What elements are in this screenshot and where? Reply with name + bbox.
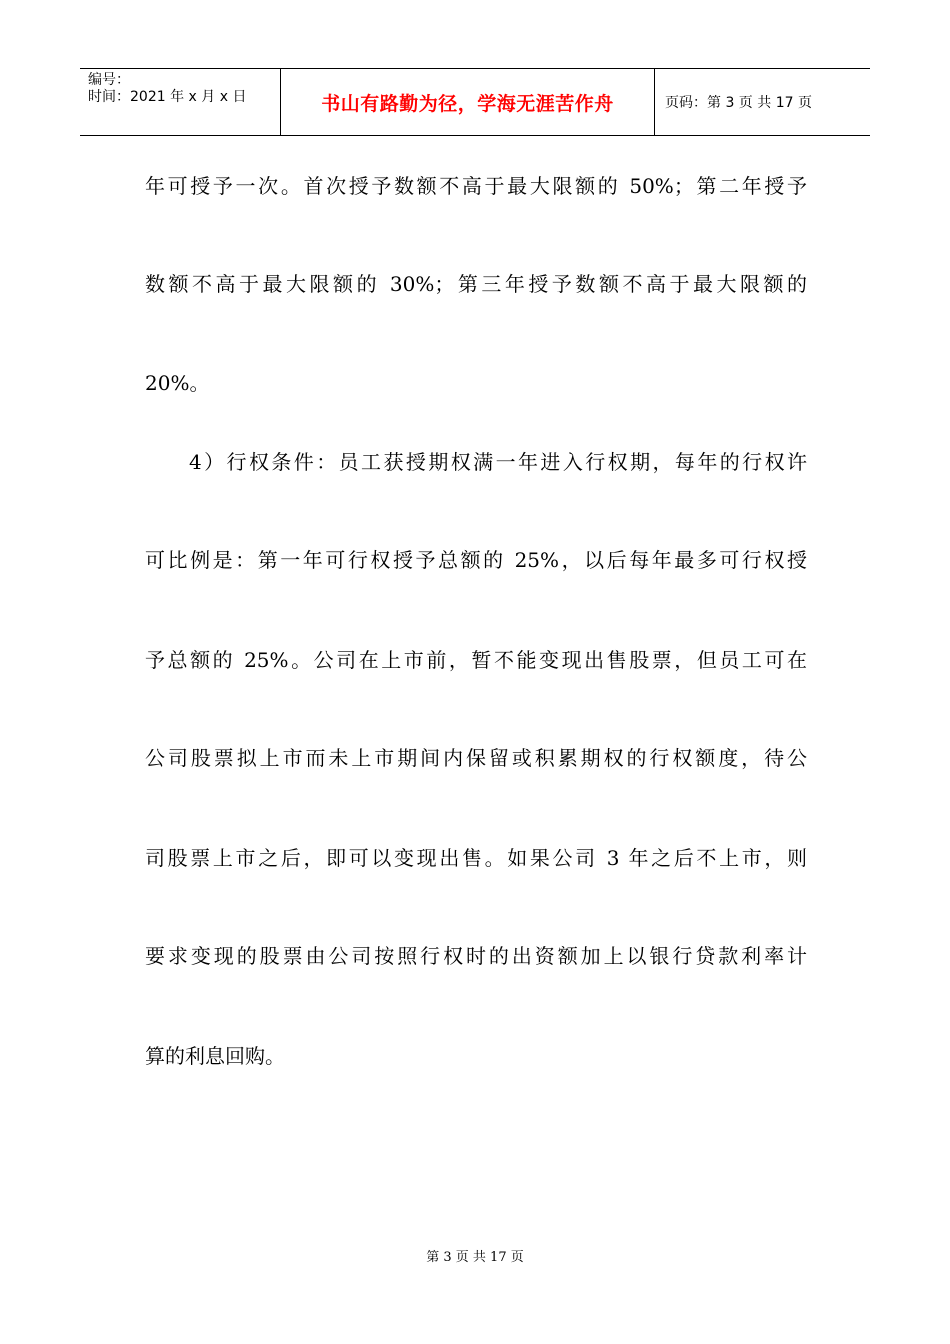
page-footer: 第 3 页 共 17 页 (426, 1250, 524, 1265)
page-header (80, 68, 870, 136)
body-line: 年可授予一次。首次授予数额不高于最大限额的 50%；第二年授予 (145, 174, 807, 198)
body-line: 要求变现的股票由公司按照行权时的出资额加上以银行贷款利率计 (145, 944, 807, 968)
body-line: 20%。 (145, 371, 210, 395)
document-number-label: 编号： (88, 72, 130, 88)
document-date-label: 时间：2021 年 x 月 x 日 (88, 89, 247, 105)
header-page-cell (655, 69, 870, 135)
body-line: 数额不高于最大限额的 30%；第三年授予数额不高于最大限额的 (145, 272, 807, 296)
body-line: 4）行权条件：员工获授期权满一年进入行权期，每年的行权许 (189, 450, 807, 474)
body-line: 予总额的 25%。公司在上市前，暂不能变现出售股票，但员工可在 (145, 648, 807, 672)
header-page-info: 页码：第 3 页 共 17 页 (665, 95, 812, 111)
body-line: 算的利息回购。 (145, 1044, 285, 1068)
body-line: 公司股票拟上市而未上市期间内保留或积累期权的行权额度，待公 (145, 746, 807, 770)
body-line: 司股票上市之后，即可以变现出售。如果公司 3 年之后不上市，则 (145, 846, 807, 870)
body-line: 可比例是：第一年可行权授予总额的 25%，以后每年最多可行权授 (145, 548, 807, 572)
header-motto-cell (281, 69, 655, 135)
header-meta-cell (80, 69, 281, 135)
header-motto: 书山有路勤为径，学海无涯苦作舟 (321, 92, 614, 115)
